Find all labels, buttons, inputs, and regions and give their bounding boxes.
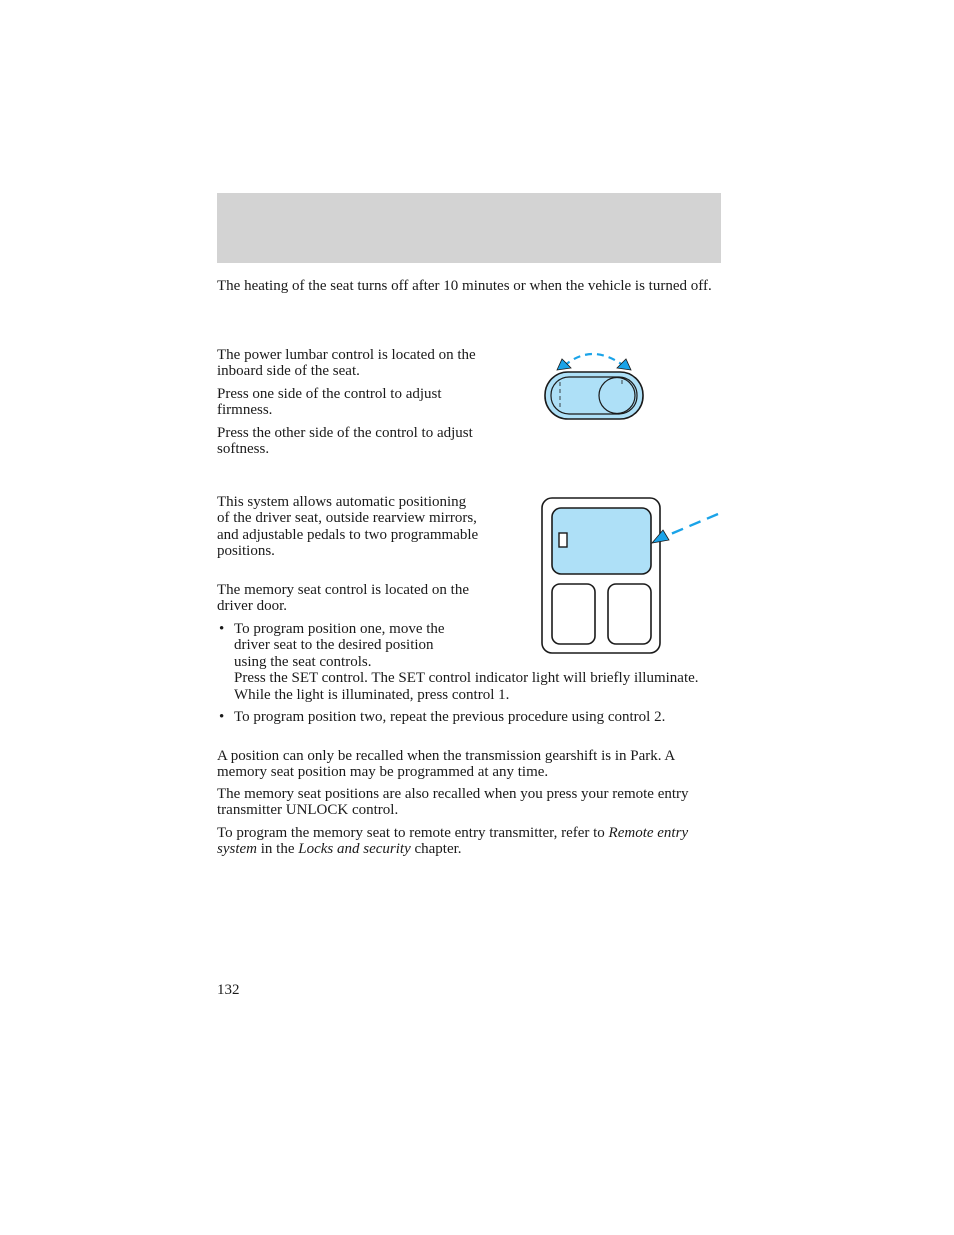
bullet-one-text-part-a: To program position one, move the driver seat to the desired position using the seat controls. — [234, 621, 445, 670]
recall-remote-text: The memory seat positions are also recalled when you press your remote entry transmitter UNLOCK control. — [217, 786, 689, 819]
bullet-program-position-one-text — [234, 621, 699, 703]
lumbar-adjust-arrow-icon — [564, 354, 624, 366]
locks-and-security-ref: Locks and security — [298, 841, 411, 858]
bullet-program-position-two-text: To program position two, repeat the previous procedure using control 2. — [234, 709, 666, 725]
section-header-band — [217, 193, 721, 263]
memory-seat-location-text: The memory seat control is located on the driver door. — [217, 582, 470, 615]
memory-seat-intro-text: This system allows automatic positioning of the driver seat, outside rearview mirrors, and adjustable pedals to two programmable positions. — [217, 494, 479, 560]
arrow-right-head-icon — [617, 359, 631, 370]
bullet-marker: • — [219, 621, 225, 637]
remote-ref-before: To program the memory seat to remote entry transmitter, refer to — [217, 825, 605, 841]
lumbar-firmness-text: Press one side of the control to adjust firmness. — [217, 386, 442, 419]
remote-ref-after: chapter. — [414, 841, 462, 858]
heated-seat-shutoff-text: The heating of the seat turns off after 10 minutes or when the vehicle is turned off. — [217, 278, 712, 294]
lumbar-softness-text: Press the other side of the control to adjust softness. — [217, 425, 473, 458]
recall-park-text: A position can only be recalled when the transmission gearshift is in Park. A memory seat position may be programmed at any time. — [217, 748, 675, 781]
remote-entry-reference — [217, 825, 722, 858]
bullet-marker: • — [219, 709, 225, 725]
lumbar-control-illustration — [540, 348, 650, 424]
set-indicator-light-icon — [559, 533, 567, 547]
bullet-one-text-part-b: Press the SET control. The SET control indicator light will briefly illuminate. While the light is illuminated, press control 1. — [234, 670, 699, 703]
arrow-left-head-icon — [557, 359, 571, 370]
remote-ref-mid: in the — [260, 841, 295, 858]
lumbar-location-text: The power lumbar control is located on the inboard side of the seat. — [217, 347, 476, 380]
remote-entry-system-ref: Remote entry system — [217, 825, 689, 858]
page-number: 132 — [217, 982, 240, 998]
pointer-arrow-icon — [666, 514, 718, 536]
